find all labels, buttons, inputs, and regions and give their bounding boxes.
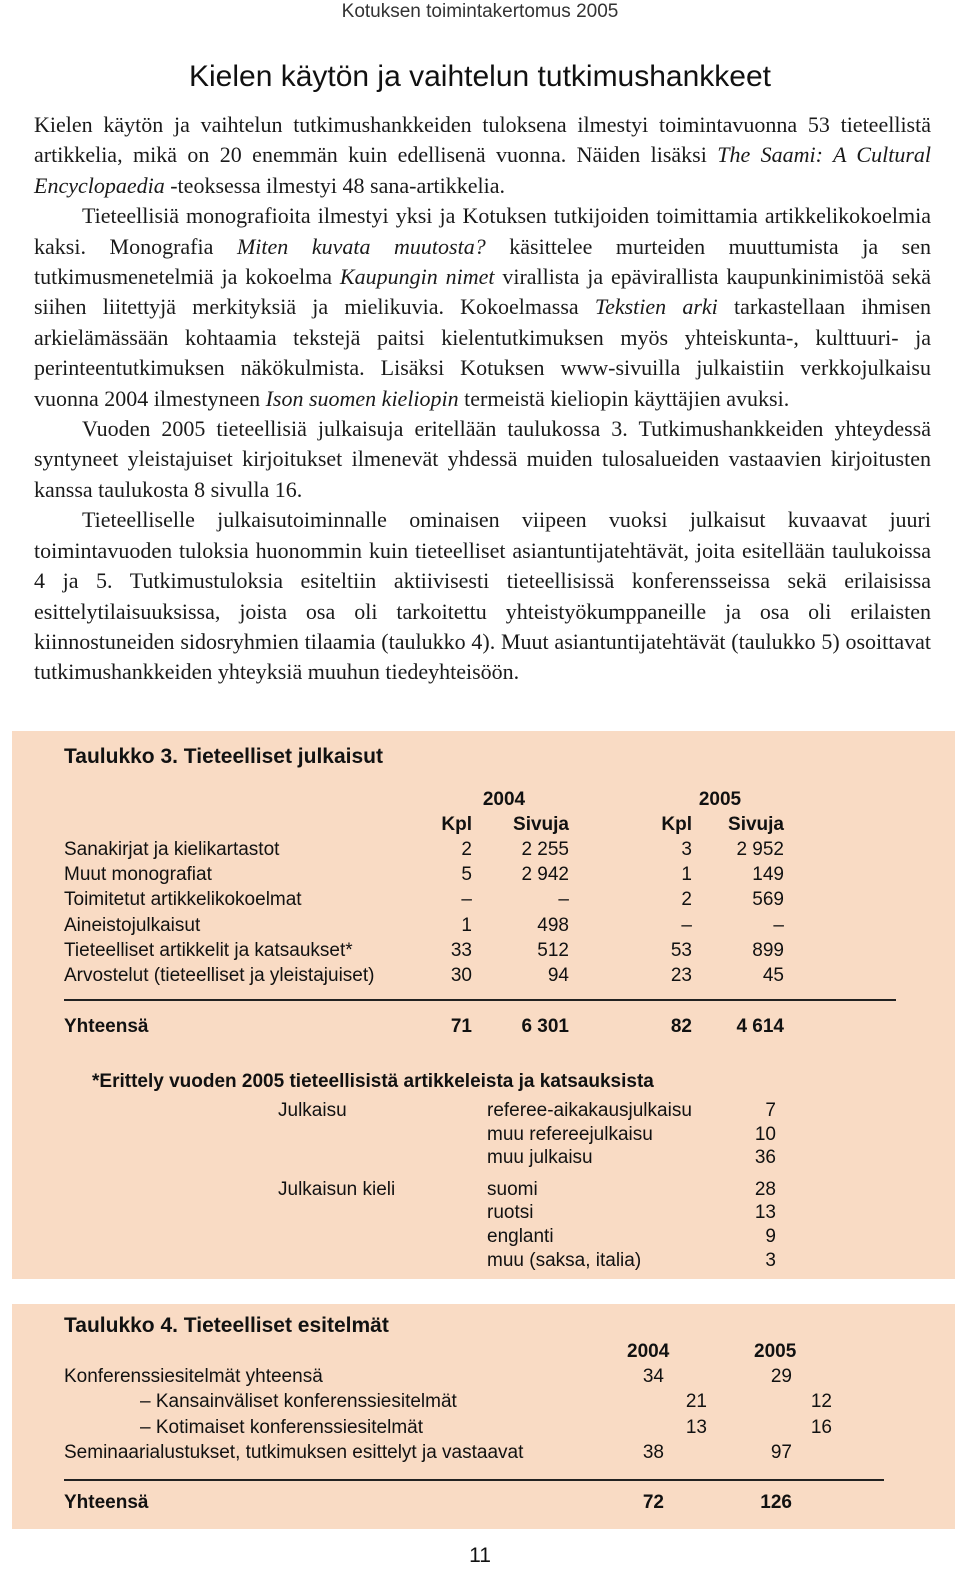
italic-title: The Saami: A Cultural Encyclopaedia: [34, 142, 931, 198]
paragraph-1: [34, 110, 931, 201]
breakdown-group-label: Julkaisun kieli: [278, 1178, 396, 1200]
table-3-total-sivuja-2005: 4 614: [736, 1016, 784, 1037]
breakdown-item-name: muu julkaisu: [487, 1147, 593, 1169]
italic-title: Miten kuvata muutosta?: [236, 233, 486, 259]
text-run: tarkastellaan ihmisen arkielämässään kohtaamia tekstejä paitsi kielentutkimuksen myös yhteiskunta-, kulttuuri- ja perinteentutkimuksen näkökulmista. Lisäksi Kotuksen www-sivuilla julkaistiin verkkojulkaisu vuonna 2004 ilmestyneen: [34, 294, 932, 411]
table-cell-kpl-2005: 3: [681, 839, 692, 860]
table-cell-2005: 12: [810, 1391, 832, 1413]
table-row-label: Toimitetut artikkelikokoelmat: [64, 889, 302, 911]
table-cell-2005: 29: [770, 1366, 792, 1387]
year-header-2004: 2004: [482, 789, 526, 810]
breakdown-item-name: englanti: [487, 1226, 554, 1247]
table-cell-kpl-2005: 23: [670, 965, 692, 986]
section-title: Kielen käytön ja vaihtelun tutkimushankkeet: [188, 60, 771, 93]
col-header-sivuja-2005: Sivuja: [728, 814, 784, 835]
table-4-caption: Taulukko 4. Tieteelliset esitelmät: [64, 1314, 389, 1337]
table-cell-2005: 16: [810, 1416, 832, 1438]
table-3-total-kpl-2004: 71: [450, 1016, 472, 1037]
breakdown-item-name: ruotsi: [487, 1202, 534, 1224]
table-cell-kpl-2004: 2: [461, 839, 472, 860]
table-cell-2004: 21: [685, 1391, 707, 1413]
table-cell-sivuja-2004: 512: [537, 939, 569, 961]
table-row-label: Aineistojulkaisut: [64, 914, 201, 936]
breakdown-item-name: muu refereejulkaisu: [487, 1123, 653, 1145]
table-cell-2005: 97: [770, 1441, 792, 1463]
breakdown-item-value: 13: [754, 1202, 776, 1224]
table-cell-kpl-2004: 33: [450, 939, 472, 961]
table-3-caption: Taulukko 3. Tieteelliset julkaisut: [64, 745, 383, 768]
breakdown-item-name: suomi: [487, 1178, 538, 1200]
body-text: [34, 110, 931, 688]
col-header-kpl-2005: Kpl: [661, 814, 692, 835]
table-row-label: Arvostelut (tieteelliset ja yleistajuiset): [64, 965, 375, 986]
table-cell-sivuja-2004: –: [558, 889, 569, 911]
table-row-label: Sanakirjat ja kielikartastot: [64, 839, 280, 860]
table-cell-sivuja-2005: 2 952: [736, 839, 784, 860]
table-cell-sivuja-2005: –: [773, 914, 784, 936]
italic-title: Kaupungin nimet: [339, 264, 495, 290]
table-cell-sivuja-2005: 149: [752, 864, 784, 886]
year-header-2004: 2004: [627, 1341, 670, 1362]
table-row-label: Tieteelliset artikkelit ja katsaukset*: [64, 939, 353, 961]
text-run: Kielen käytön ja vaihtelun tutkimushankkeiden tuloksena ilmestyi toimintavuonna 53 tieteellistä artikkelia, mikä on 20 enemmän kuin edellisenä vuonna. Näiden lisäksi: [34, 112, 931, 168]
table-3-total-kpl-2005: 82: [670, 1016, 692, 1037]
table-cell-sivuja-2004: 498: [537, 914, 569, 936]
text-run: Vuoden 2005 tieteellisiä julkaisuja eritellään taulukossa 3. Tutkimushankkeiden yhteydessä syntyneet yleistajuiset kirjoitukset ilmenevät yhdessä muiden tulosalueiden vastaavien kirjoitusten kanssa taulukosta 8 sivulla 16.: [34, 416, 931, 502]
table-cell-2004: 13: [685, 1416, 707, 1438]
table-cell-sivuja-2005: 569: [752, 889, 784, 911]
col-header-sivuja-2004: Sivuja: [513, 814, 569, 835]
table-cell-kpl-2005: –: [681, 914, 692, 936]
table-cell-kpl-2005: 2: [681, 889, 692, 911]
text-run: Tieteelliselle julkaisutoiminnalle ominaisen viipeen vuoksi julkaisut kuvaavat juuri toimintavuoden tuloksia huonommin kuin tieteelliset asiantuntijatehtävät, joita esitellään taulukoissa 4 ja 5. Tutkimustuloksia esiteltiin aktiivisesti tieteellisissä konferensseissa sekä erilaisissa esittelytilaisuuksissa, joista osa oli tarkoitettu yhteistyökumppaneille ja osa oli erilaisten kiinnostuneiden sidosryhmien tilaamia (taulukko 4). Muut asiantuntijatehtävät (taulukko 5) osoittavat tutkimushankkeiden yhteyksiä muuhun tiedeyhteisöön.: [34, 507, 931, 685]
year-header-2005: 2005: [698, 789, 742, 810]
table-cell-kpl-2004: 1: [461, 914, 472, 936]
table-cell-kpl-2004: 5: [461, 864, 472, 886]
breakdown-item-value: 9: [765, 1226, 776, 1247]
table-4-total-2004: 72: [642, 1492, 664, 1513]
text-run: Tieteellisiä monografioita ilmestyi yksi ja Kotuksen tutkijoiden toimittamia artikkelikokoelmia kaksi. Monografia: [34, 203, 931, 259]
col-header-kpl-2004: Kpl: [441, 814, 472, 835]
text-run: virallista ja epävirallista kaupunkinimistöä sekä siihen liitettyjä merkityksiä ja mielikuvia. Kokoelmassa: [34, 264, 931, 320]
table-3-divider: [64, 999, 896, 1001]
year-header-2005: 2005: [754, 1341, 797, 1362]
table-cell-kpl-2004: –: [461, 889, 472, 911]
table-4-divider: [64, 1479, 884, 1481]
breakdown-item-name: referee-aikakausjulkaisu: [487, 1100, 692, 1121]
table-row-label: Muut monografiat: [64, 864, 212, 886]
table-4-total-label: Yhteensä: [64, 1492, 149, 1513]
table-3-total-sivuja-2004: 6 301: [521, 1016, 569, 1037]
table-cell-sivuja-2004: 2 255: [521, 839, 569, 860]
text-run: termeistä kieliopin käyttäjien avuksi.: [458, 385, 790, 411]
breakdown-group-label: Julkaisu: [278, 1100, 347, 1121]
table-cell-sivuja-2005: 45: [762, 965, 784, 986]
table-cell-kpl-2005: 1: [681, 864, 692, 886]
table-3-panel: [12, 731, 955, 1279]
table-cell-kpl-2005: 53: [670, 939, 692, 961]
table-row-label: – Kansainväliset konferenssiesitelmät: [140, 1391, 457, 1413]
page-number: 11: [469, 1544, 491, 1567]
table-row-label: Konferenssiesitelmät yhteensä: [64, 1366, 323, 1387]
breakdown-item-value: 10: [754, 1123, 776, 1145]
table-cell-2004: 34: [642, 1366, 664, 1387]
table-row-label: Seminaarialustukset, tutkimuksen esittelyt ja vastaavat: [64, 1441, 524, 1463]
table-4-panel: [12, 1304, 955, 1529]
text-run: käsittelee murteiden muuttumista ja sen tutkimusmenetelmiä ja kokoelma: [34, 233, 931, 290]
breakdown-item-value: 28: [754, 1178, 776, 1200]
breakdown-item-value: 7: [765, 1100, 776, 1121]
paragraph-3: [34, 414, 931, 505]
paragraph-4: [34, 505, 931, 687]
table-row-label: – Kotimaiset konferenssiesitelmät: [140, 1416, 424, 1438]
table-cell-sivuja-2005: 899: [752, 939, 784, 961]
table-cell-sivuja-2004: 94: [547, 965, 569, 986]
text-run: -teoksessa ilmestyi 48 sana-artikkelia.: [164, 172, 506, 198]
italic-title: Ison suomen kieliopin: [265, 385, 459, 411]
italic-title: Tekstien arki: [594, 294, 718, 320]
table-cell-sivuja-2004: 2 942: [521, 864, 569, 886]
paragraph-2: [34, 201, 931, 414]
running-header: Kotuksen toimintakertomus 2005: [341, 1, 619, 22]
table-cell-kpl-2004: 30: [450, 965, 472, 986]
table-cell-2004: 38: [642, 1441, 664, 1463]
breakdown-item-value: 3: [765, 1249, 776, 1271]
table-4-total-2005: 126: [760, 1492, 792, 1513]
breakdown-title: *Erittely vuoden 2005 tieteellisistä artikkeleista ja katsauksista: [92, 1071, 654, 1092]
breakdown-item-name: muu (saksa, italia): [487, 1249, 642, 1271]
breakdown-item-value: 36: [754, 1147, 776, 1169]
table-3-total-label: Yhteensä: [64, 1016, 149, 1037]
